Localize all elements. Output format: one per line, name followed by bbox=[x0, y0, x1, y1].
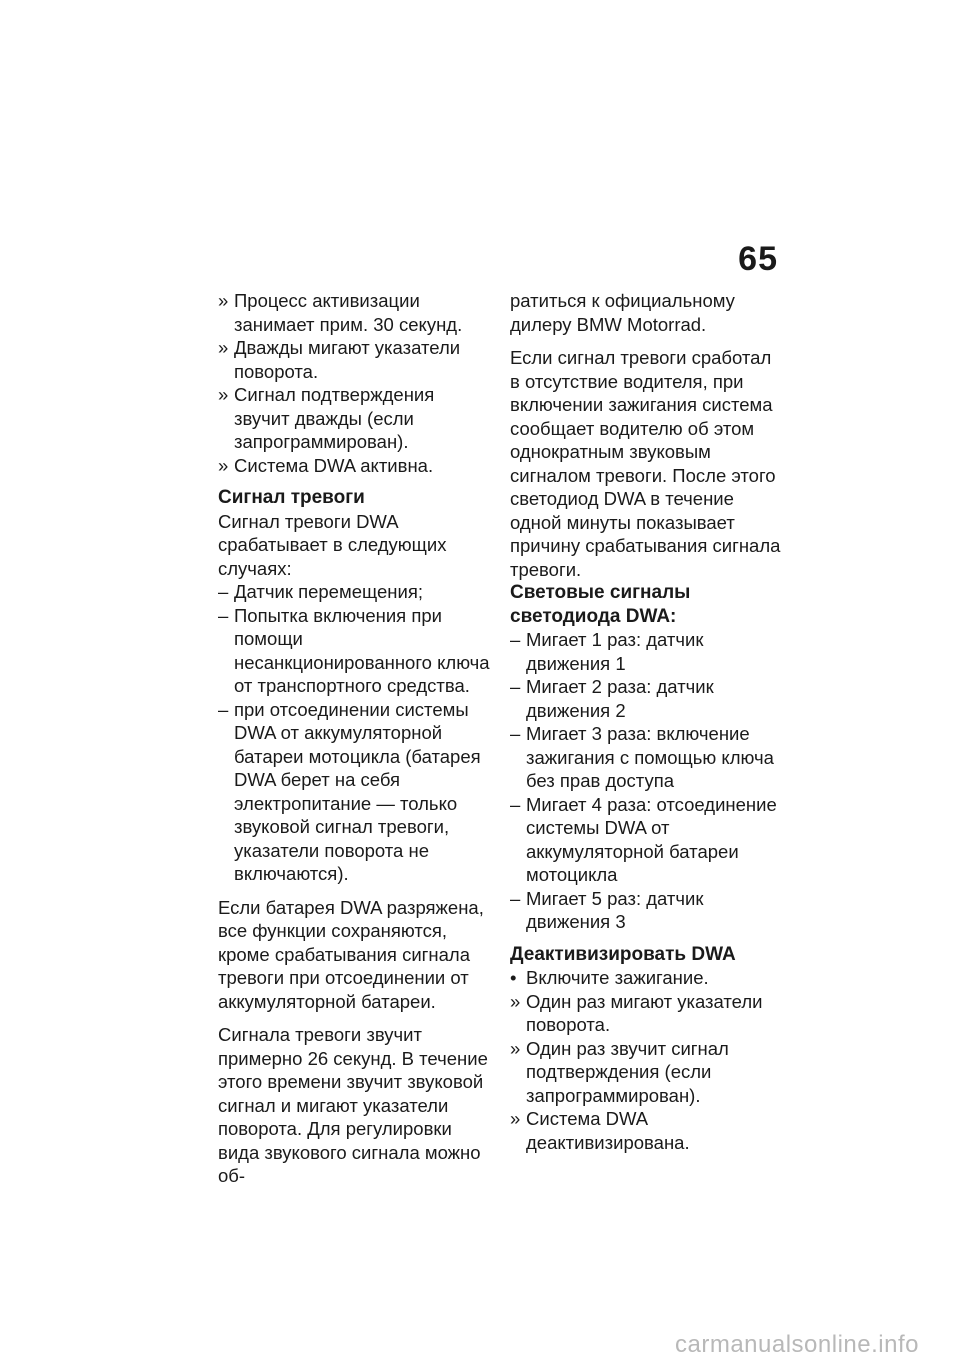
dash-marker: – bbox=[510, 629, 521, 650]
list-item-text: при отсоединении системы DWA от аккумуляторной батареи мотоцикла (батарея DWA берет на себя электропитание — только звуковой сигнал тревоги, указатели поворота не включаются). bbox=[234, 698, 481, 884]
list-item bbox=[510, 793, 782, 887]
list-item bbox=[510, 675, 782, 722]
action-text: Включите зажигание. bbox=[526, 967, 709, 988]
result-item bbox=[218, 289, 490, 336]
action-item bbox=[510, 966, 782, 990]
result-item bbox=[510, 1037, 782, 1108]
duration-paragraph: Сигнала тревоги звучит примерно 26 секунд. В течение этого времени звучит звуковой сигнал и мигают указатели поворота. Для регулировки вида звукового сигнала можно об- bbox=[218, 1024, 488, 1186]
result-text: Дважды мигают указатели поворота. bbox=[234, 337, 461, 382]
list-item-text: Мигает 2 раза: датчик движения 2 bbox=[526, 676, 714, 721]
list-item bbox=[218, 604, 490, 698]
list-item-text: Мигает 4 раза: отсоединение системы DWA от аккумуляторной батареи мотоцикла bbox=[526, 793, 777, 885]
dash-marker: – bbox=[510, 676, 521, 697]
result-item bbox=[218, 383, 490, 454]
battery-paragraph: Если батарея DWA разряжена, все функции сохраняются, кроме срабатывания сигнала тревоги при отсоединении от аккумуляторной батареи. bbox=[218, 896, 484, 1012]
list-item bbox=[218, 698, 490, 886]
result-text: Один раз звучит сигнал подтверждения (если запрограммирован). bbox=[526, 1037, 729, 1106]
list-item-text: Датчик перемещения; bbox=[234, 581, 423, 602]
list-item-text: Мигает 3 раза: включение зажигания с помощью ключа без прав доступа bbox=[526, 723, 774, 791]
result-marker: » bbox=[510, 1108, 521, 1129]
list-item bbox=[510, 722, 782, 793]
result-text: Сигнал подтверждения звучит дважды (если запрограммирован). bbox=[234, 384, 435, 452]
duration-paragraph-continued: ратиться к официальному дилеру BMW Motorrad. bbox=[510, 290, 735, 335]
dash-marker: – bbox=[218, 581, 229, 602]
result-marker: » bbox=[218, 337, 229, 358]
result-text: Система DWA активна. bbox=[234, 454, 434, 476]
result-text: Система DWA деактивизирована. bbox=[526, 1108, 690, 1153]
dash-marker: – bbox=[218, 604, 229, 626]
list-item-text: Мигает 5 раз: датчик движения 3 bbox=[526, 887, 704, 932]
dash-marker: – bbox=[510, 723, 521, 744]
section-heading-led: Световые сигналы светодиода DWA: bbox=[510, 582, 691, 627]
absence-paragraph: Если сигнал тревоги сработал в отсутствие водителя, при включении зажигания система сообщает водителю об этом однократным звуковым сигналом тревоги. После этого светодиод DWA в течение одной минуты показывает причину срабатывания сигнала тревоги. bbox=[510, 347, 781, 580]
alarm-intro: Сигнал тревоги DWA срабатывает в следующих случаях: bbox=[218, 510, 447, 579]
result-marker: » bbox=[510, 1037, 521, 1059]
result-item bbox=[218, 454, 490, 478]
dash-marker: – bbox=[218, 698, 229, 720]
result-text: Один раз мигают указатели поворота. bbox=[526, 990, 763, 1035]
list-item bbox=[218, 580, 490, 604]
footer-watermark: carmanualsonline.info bbox=[675, 1331, 919, 1358]
section-heading-deactivate: Деактивизировать DWA bbox=[510, 943, 736, 965]
result-marker: » bbox=[218, 454, 229, 476]
result-text: Процесс активизации занимает прим. 30 секунд. bbox=[234, 290, 463, 335]
list-item-text: Мигает 1 раз: датчик движения 1 bbox=[526, 629, 704, 674]
bullet-marker: • bbox=[510, 967, 517, 988]
result-item bbox=[510, 1107, 782, 1154]
result-marker: » bbox=[218, 290, 229, 311]
result-item bbox=[510, 990, 782, 1037]
list-item bbox=[510, 628, 782, 675]
result-marker: » bbox=[510, 990, 521, 1012]
section-heading-alarm: Сигнал тревоги bbox=[218, 487, 365, 508]
result-marker: » bbox=[218, 384, 229, 405]
left-column bbox=[218, 289, 490, 1188]
result-item bbox=[218, 336, 490, 383]
dash-marker: – bbox=[510, 793, 521, 815]
page-number: 65 bbox=[738, 240, 778, 278]
list-item bbox=[510, 887, 782, 934]
right-column bbox=[510, 289, 782, 1154]
list-item-text: Попытка включения при помощи несанкционированного ключа от транспортного средства. bbox=[234, 604, 490, 696]
dash-marker: – bbox=[510, 887, 521, 909]
